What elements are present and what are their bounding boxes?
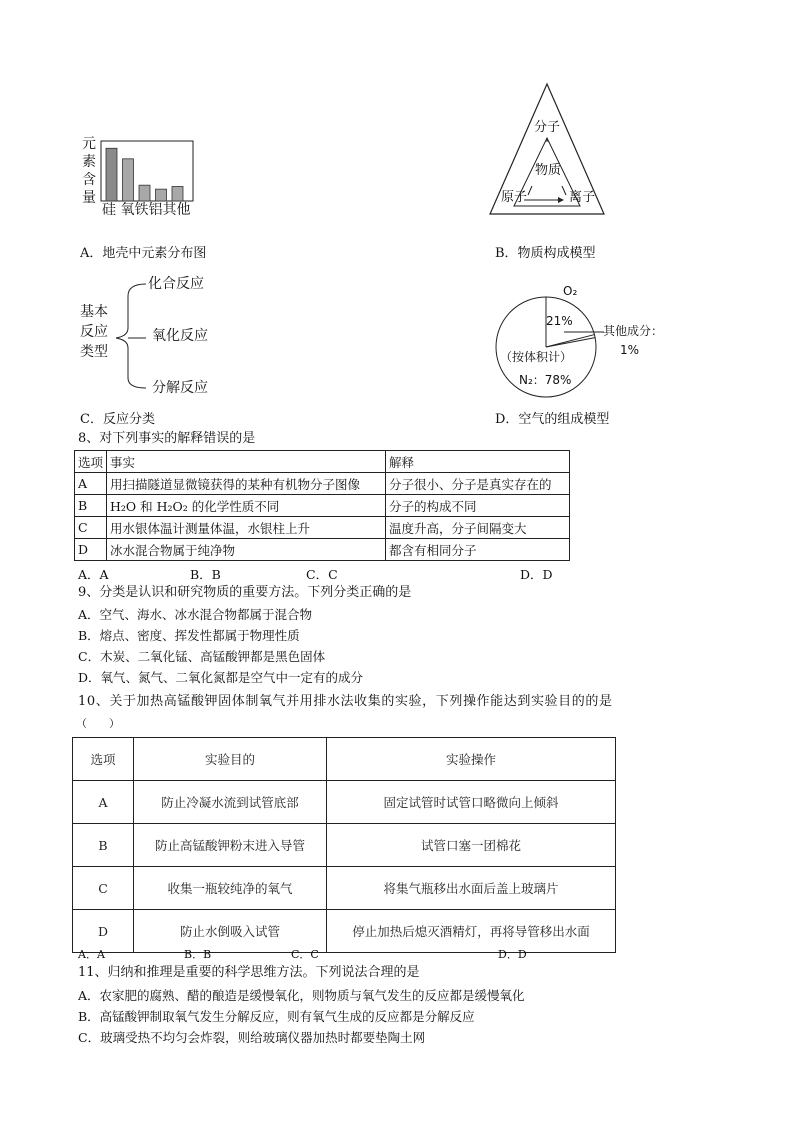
branch-combination: 化合反应 [148, 276, 204, 292]
table-cell: 都含有相同分子 [386, 539, 570, 561]
table-row [73, 781, 616, 824]
caption-a: A．地壳中元素分布图 [80, 246, 207, 261]
table-cell: 收集一瓶较纯净的氧气 [134, 867, 327, 910]
table-row [73, 867, 616, 910]
q9-stem: 9、分类是认识和研究物质的重要方法。下列分类正确的是 [78, 585, 412, 600]
table-cell: A [73, 781, 134, 824]
q10-option-b[interactable]: B．B [184, 948, 212, 961]
header-cell: 选项 [73, 738, 134, 781]
label-molecule: 分子 [534, 120, 561, 135]
q10-option-c[interactable]: C．C [291, 948, 319, 961]
pie-center-note: （按体积计） [500, 350, 573, 364]
table-row [75, 473, 570, 495]
q8-option-b[interactable]: B．B [190, 567, 221, 582]
table-cell: 固定试管时试管口略微向上倾斜 [327, 781, 616, 824]
table-cell: 停止加热后熄灭酒精灯，再将导管移出水面 [327, 910, 616, 953]
caption-b: B．物质构成模型 [495, 246, 596, 261]
table-cell: 防止水倒吸入试管 [134, 910, 327, 953]
table-cell: H₂O 和 H₂O₂ 的化学性质不同 [107, 495, 386, 517]
bar [123, 159, 134, 201]
q11-stem: 11、归纳和推理是重要的科学思维方法。下列说法合理的是 [78, 965, 420, 980]
label-substance: 物质 [535, 163, 562, 178]
table-cell: 用扫描隧道显微镜获得的某种有机物分子图像 [107, 473, 386, 495]
q11-option-a[interactable]: A．农家肥的腐熟、醋的酿造是缓慢氧化，则物质与氧气发生的反应都是缓慢氧化 [78, 988, 525, 1003]
o2-label: O₂ [563, 284, 578, 298]
table-cell: 分子的构成不同 [386, 495, 570, 517]
table-cell: C [75, 517, 107, 539]
caption-d: D．空气的组成模型 [495, 412, 610, 427]
bar [106, 148, 117, 201]
q8-stem: 8、对下列事实的解释错误的是 [78, 431, 256, 446]
bar [139, 185, 150, 201]
other-components-percent: 1% [620, 343, 640, 357]
table-cell: D [73, 910, 134, 953]
classification-brace [110, 276, 150, 392]
header-cell: 实验目的 [134, 738, 327, 781]
caption-c: C．反应分类 [80, 412, 155, 427]
bar [156, 189, 167, 201]
q8-option-a[interactable]: A．A [78, 567, 109, 582]
table-cell: B [73, 824, 134, 867]
table-cell: A [75, 473, 107, 495]
root-label-3: 类型 [80, 344, 108, 360]
header-cell: 实验操作 [327, 738, 616, 781]
table-cell: 用水银体温计测量体温，水银柱上升 [107, 517, 386, 539]
q10-option-a[interactable]: A．A [78, 948, 105, 961]
bar [172, 187, 183, 202]
q9-option-b[interactable]: B．熔点、密度、挥发性都属于物理性质 [78, 628, 300, 643]
header-cell: 事实 [107, 451, 386, 473]
table-row [75, 495, 570, 517]
o2-percent: 21% [546, 314, 573, 328]
table-row [73, 910, 616, 953]
root-label-2: 反应 [80, 324, 108, 340]
chart-xlabels: 硅 氧铁铝其他 [102, 202, 191, 218]
table-cell: 防止高锰酸钾粉末进入导管 [134, 824, 327, 867]
q8-table [74, 450, 570, 561]
q10-option-d[interactable]: D．D [498, 948, 527, 961]
q8-option-c[interactable]: C．C [306, 567, 338, 582]
table-row [75, 539, 570, 561]
header-cell: 选项 [75, 451, 107, 473]
figure-c-reaction-classification [78, 272, 228, 402]
root-label-1: 基本 [80, 304, 108, 320]
branch-oxidation: 氧化反应 [152, 328, 208, 344]
table-cell: B [75, 495, 107, 517]
q10-table [72, 737, 616, 953]
table-cell: 冰水混合物属于纯净物 [107, 539, 386, 561]
q8-option-d[interactable]: D．D [520, 567, 553, 582]
chart-ylabel-4: 量 [82, 190, 96, 206]
table-cell: D [75, 539, 107, 561]
branch-decomposition: 分解反应 [152, 380, 208, 396]
table-row [73, 824, 616, 867]
n2-label: N₂：78% [519, 373, 572, 387]
table-row [75, 517, 570, 539]
figure-a-element-distribution [78, 130, 218, 225]
q11-option-b[interactable]: B．高锰酸钾制取氧气发生分解反应，则有氧气生成的反应都是分解反应 [78, 1009, 475, 1024]
other-components-label: 其他成分： [603, 324, 664, 338]
table-cell: 防止冷凝水流到试管底部 [134, 781, 327, 824]
table-cell: 分子很小、分子是真实存在的 [386, 473, 570, 495]
table-cell: C [73, 867, 134, 910]
table-header-row [73, 738, 616, 781]
chart-ylabel-1: 元 [82, 136, 96, 152]
label-atom: 原子 [501, 190, 528, 205]
q10-stem: 10、关于加热高锰酸钾固体制氧气并用排水法收集的实验，下列操作能达到实验目的的是 [78, 694, 613, 709]
q9-option-a[interactable]: A．空气、海水、冰水混合物都属于混合物 [78, 607, 313, 622]
bar-chart-plot [100, 140, 195, 202]
chart-ylabel-2: 素 [82, 154, 96, 170]
table-cell: 温度升高，分子间隔变大 [386, 517, 570, 539]
q9-option-d[interactable]: D．氧气、氮气、二氧化氮都是空气中一定有的成分 [78, 670, 364, 685]
table-cell: 将集气瓶移出水面后盖上玻璃片 [327, 867, 616, 910]
header-cell: 解释 [386, 451, 570, 473]
table-cell: 试管口塞一团棉花 [327, 824, 616, 867]
label-ion: 离子 [569, 190, 596, 205]
chart-ylabel-3: 含 [82, 172, 96, 188]
q9-option-c[interactable]: C．木炭、二氧化锰、高锰酸钾都是黑色固体 [78, 649, 326, 664]
q11-option-c[interactable]: C．玻璃受热不均匀会炸裂，则给玻璃仪器加热时都要垫陶土网 [78, 1030, 426, 1045]
table-header-row [75, 451, 570, 473]
q10-answer-paren: （ ） [76, 717, 120, 730]
